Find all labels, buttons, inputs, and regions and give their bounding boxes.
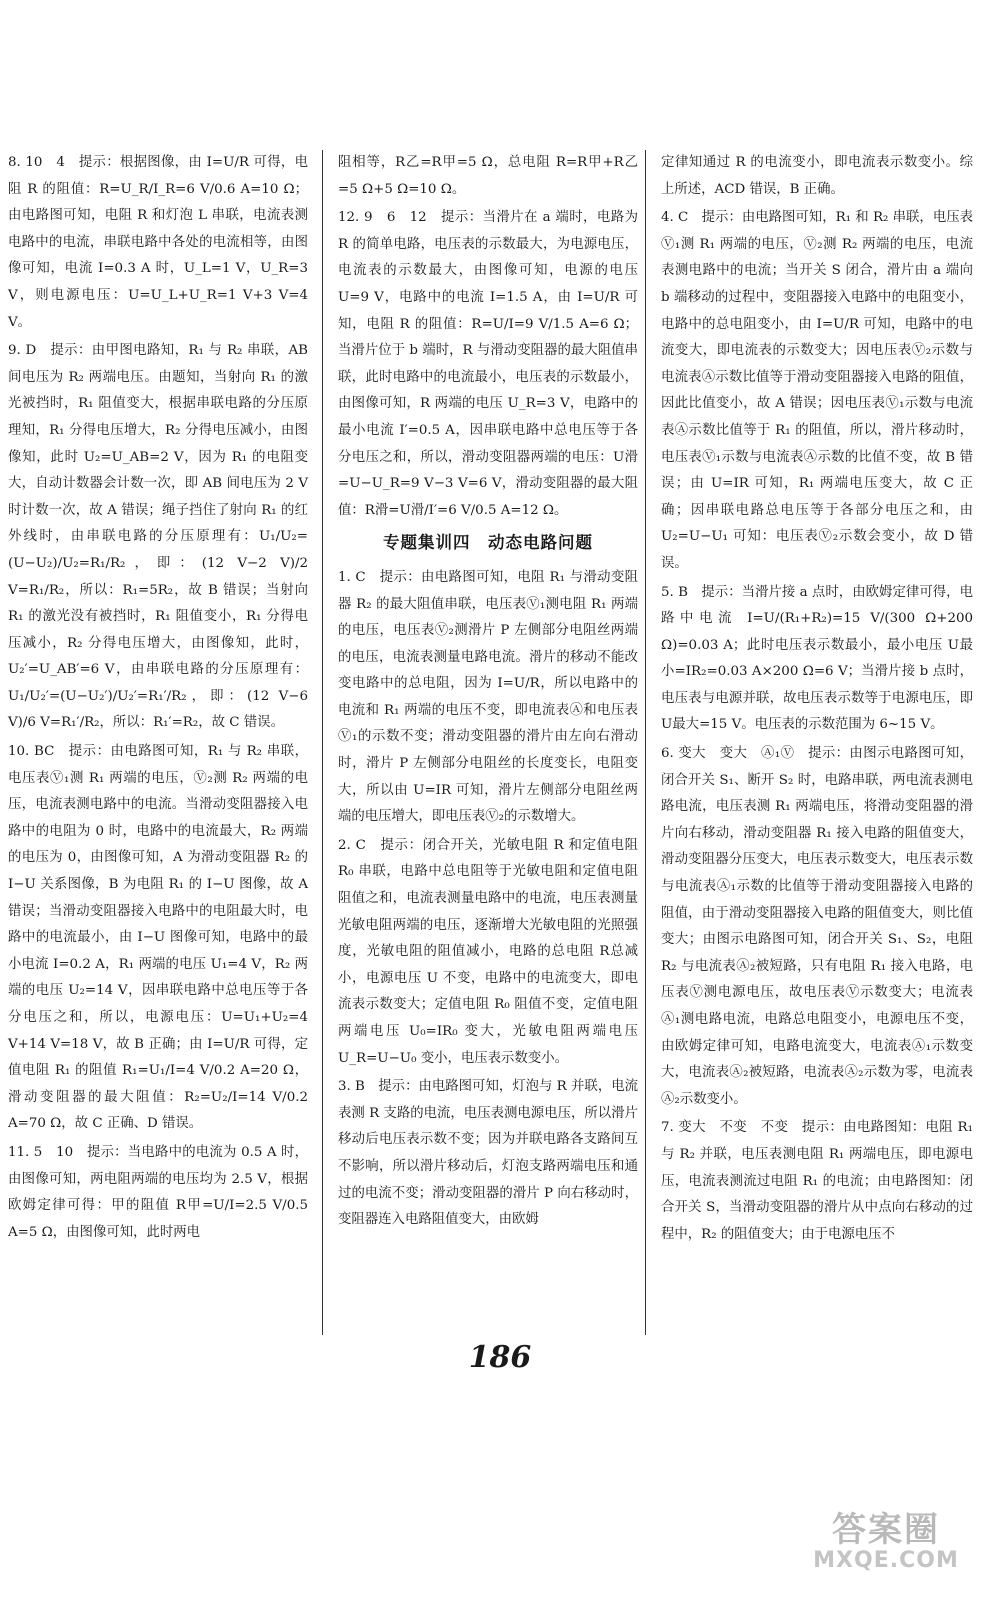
section-title: 专题集训四 动态电路问题 <box>383 533 593 553</box>
watermark-logo <box>786 1502 986 1582</box>
right-column <box>661 150 973 1250</box>
answer-item-8: 8. 10 4 提示：根据图像，由 I=U/R 可得，电阻 R 的阻值：R=U_R/I_R=6 V/0.6 A=10 Ω；由电路图可知，电阻 R 和灯泡 L 串联，电流表测电路中的电流，串联电路中各处的电流相等，由图像可知，电流 I=0.3 A 时，U_L=1 V，U_R=3 V，则电源电压：U=U_L+U_R=1 V+3 V=4 V。 <box>8 155 308 330</box>
left-column <box>8 150 308 1248</box>
answer-item-12: 12. 9 6 12 提示：当滑片在 a 端时，电路为 R 的简单电路，电压表的示数最大，为电源电压，电流表的示数最大，由图像可知，电源的电压 U=9 V，电路中的电流 I=1.5 A，由 I=U/R 可知，电阻 R 的阻值：R=U/I=9 V/1.5 A=6 Ω；当滑片位于 b 端时，R 与滑动变阻器的最大阻值串联，此时电路中的电流最小，电压表的示数最小，由图像可知，R 两端的电压 U_R=3 V，电路中的最小电流 I′=0.5 A，因串联电路中总电压等于各分电压之和，所以，滑动变阻器两端的电压：U滑=U−U_R=9 V−3 V=6 V，滑动变阻器的最大阻值：R滑=U滑/I′=6 V/0.5 A=12 Ω。 <box>338 210 638 518</box>
section-answer-2: 2. C 提示：闭合开关，光敏电阻 R 和定值电阻 R₀ 串联，电路中总电阻等于光敏电阻和定值电阻阻值之和，电流表测量电路中的电流，电压表测量光敏电阻两端的电压，逐渐增大光敏电阻的光照强度，光敏电阻的阻值减小，电路的总电阻 R总减小，电源电压 U 不变，电路中的电流变大，即电流表示数变大；定值电阻 R₀ 阻值不变，定值电阻两端电压 U₀=IR₀ 变大，光敏电阻两端电压 U_R=U−U₀ 变小，电压表示数变小。 <box>338 837 638 1066</box>
top-margin <box>0 0 1000 150</box>
column-divider-1 <box>322 150 323 1335</box>
answer-item-11: 11. 5 10 提示：当电路中的电流为 0.5 A 时，由图像可知，两电阻两端的电压均为 2.5 V，根据欧姆定律可得：甲的阻值 R甲=U/I=2.5 V/0.5 A=5 Ω，由图像可知，此时两电 <box>8 1144 308 1240</box>
middle-column <box>338 150 638 1236</box>
section-answer-3-cont: 定律知通过 R 的电流变小，即电流表示数变小。综上所述，ACD 错误，B 正确。 <box>661 155 973 197</box>
answer-item-9: 9. D 提示：由甲图电路知，R₁ 与 R₂ 串联，AB 间电压为 R₂ 两端电压。由题知，当射向 R₁ 的激光被挡时，R₁ 阻值变大，根据串联电路的分压原理知，R₁ 分得电压增大，R₂ 分得电压减小，由图像知，此时 U₂=U_AB=2 V，因为 R₁ 的电阻变大，自动计数器会计数一次，即 AB 间电压为 2 V 时计数一次，故 A 错误；绳子挡住了射向 R₁ 的红外线时，由串联电路的分压原理有：U₁/U₂=(U−U₂)/U₂=R₁/R₂，即：(12 V−2 V)/2 V=R₁/R₂，所以：R₁=5R₂，故 B 错误；当射向 R₁ 的激光没有被挡时，R₁ 阻值变小，R₁ 分得电压减小，R₂ 分得电压增大，由图像知，此时，U₂′=U_AB′=6 V，由串联电路的分压原理有：U₁/U₂′=(U−U₂′)/U₂′=R₁′/R₂，即：(12 V−6 V)/6 V=R₁′/R₂，所以：R₁′=R₂，故 C 错误。 <box>8 343 308 731</box>
section-answer-1: 1. C 提示：由电路图可知，电阻 R₁ 与滑动变阻器 R₂ 的最大阻值串联，电压表Ⓥ₁测电阻 R₁ 两端的电压，电压表Ⓥ₂测滑片 P 左侧部分电阻丝两端的电压，电流表测量电路电流。滑片的移动不能改变电路中的总电阻，因为 I=U/R，所以电路中的电流和 R₁ 两端的电压不变，即电流表Ⓐ和电压表Ⓥ₁的示数不变；滑动变阻器的滑片由左向右滑动时，滑片 P 左侧部分电阻丝的长度变长，电阻变大，所以由 U=IR 可知，滑片左侧部分电阻丝两端的电压增大，即电压表Ⓥ₂的示数增大。 <box>338 569 638 825</box>
section-answer-5: 5. B 提示：当滑片接 a 点时，由欧姆定律可得，电路中电流 I=U/(R₁+R₂)=15 V/(300 Ω+200 Ω)=0.03 A；此时电压表示数最小，最小电压 U最小=IR₂=0.03 A×200 Ω=6 V；当滑片接 b 点时，电压表与电源并联，故电压表示数等于电源电压，即 U最大=15 V。电压表的示数范围为 6~15 V。 <box>661 584 973 733</box>
watermark-text-cn: 答案圈 <box>832 1510 940 1550</box>
column-divider-2 <box>645 150 646 1335</box>
section-answer-7: 7. 变大 不变 不变 提示：由电路图知：电阻 R₁ 与 R₂ 并联，电压表测电阻 R₁ 两端电压，即电源电压，电流表测流过电阻 R₁ 的电流；由电路图知：闭合开关 S，当滑动变阻器的滑片从中点向右移动的过程中，R₂ 的阻值变大；由于电源电压不 <box>661 1120 973 1242</box>
watermark-text-en: MXQE.COM <box>813 1548 959 1573</box>
section-answer-3: 3. B 提示：由电路图可知，灯泡与 R 并联，电流表测 R 支路的电流，电压表测电源电压，所以滑片移动后电压表示数不变；因为并联电路各支路间互不影响，所以滑片移动后，灯泡支路两端电压和通过的电流不变；滑动变阻器的滑片 P 向右移动时，变阻器连入电路阻值变大，由欧姆 <box>338 1079 638 1228</box>
page-number: 186 <box>468 1340 532 1375</box>
answer-item-11-cont: 阻相等，R乙=R甲=5 Ω，总电阻 R=R甲+R乙=5 Ω+5 Ω=10 Ω。 <box>338 155 638 197</box>
section-answer-4: 4. C 提示：由电路图可知，R₁ 和 R₂ 串联，电压表Ⓥ₁测 R₁ 两端的电压，Ⓥ₂测 R₂ 两端的电压，电流表测电路中的电流；当开关 S 闭合，滑片由 a 端向 b 端移动的过程中，变阻器接入电路中的电阻变小，电路中的总电阻变小，由 I=U/R 可知，电路中的电流变大，即电流表的示数变大；因电压表Ⓥ₂示数与电流表Ⓐ示数比值等于滑动变阻器接入电路的阻值，因此比值变小，故 A 错误；因电压表Ⓥ₁示数与电流表Ⓐ示数比值等于 R₁ 的阻值，所以，滑片移动时，电压表Ⓥ₁示数与电流表Ⓐ示数的比值不变，故 B 错误；由 U=IR 可知，R₁ 两端电压变大，故 C 正确；因串联电路总电压等于各部分电压之和，由 U₂=U−U₁ 可知：电压表Ⓥ₂示数会变小，故 D 错误。 <box>661 210 973 571</box>
section-answer-6: 6. 变大 变大 Ⓐ₁Ⓥ 提示：由图示电路图可知，闭合开关 S₁、断开 S₂ 时，电路串联，两电流表测电路电流，电压表测 R₁ 两端电压，将滑动变阻器的滑片向右移动，滑动变阻器 R₁ 接入电路的阻值变大，滑动变阻器分压变大，电压表示数变大，电压表示数与电流表Ⓐ₁示数的比值等于滑动变阻器接入电路的阻值，由于滑动变阻器接入电路的阻值变大，则比值变大；由图示电路图可知，闭合开关 S₁、S₂，电阻 R₂ 与电流表Ⓐ₂被短路，只有电阻 R₁ 接入电路，电压表Ⓥ测电源电压，故电压表Ⓥ示数变大；电流表Ⓐ₁测电路电流，电路总电阻变小，电源电压不变，由欧姆定律可知，电路电流变大，电流表Ⓐ₁示数变大，电流表Ⓐ₂被短路，电流表Ⓐ₂示数为零，电流表Ⓐ₂示数变小。 <box>661 746 973 1107</box>
answer-item-10: 10. BC 提示：由电路图可知，R₁ 与 R₂ 串联，电压表Ⓥ₁测 R₁ 两端的电压，Ⓥ₂测 R₂ 两端的电压，电流表测电路中的电流。当滑动变阻器接入电路中的电阻为 0 时，电路中的电流最大，R₂ 两端的电压为 0，由图像可知，A 为滑动变阻器 R₂ 的 I−U 关系图像，B 为电阻 R₁ 的 I−U 图像，故 A 错误；当滑动变阻器接入电路中的电阻最大时，电路中的电流最小，由 I−U 图像可知，电路中的最小电流 I=0.2 A，R₁ 两端的电压 U₁=4 V，R₂ 两端的电压 U₂=14 V，因串联电路中总电压等于各分电压之和，所以，电源电压：U=U₁+U₂=4 V+14 V=18 V，故 B 正确；由 I=U/R 可得，定值电阻 R₁ 的阻值 R₁=U₁/I=4 V/0.2 A=20 Ω，滑动变阻器的最大阻值：R₂=U₂/I=14 V/0.2 A=70 Ω，故 C 正确、D 错误。 <box>8 744 308 1132</box>
